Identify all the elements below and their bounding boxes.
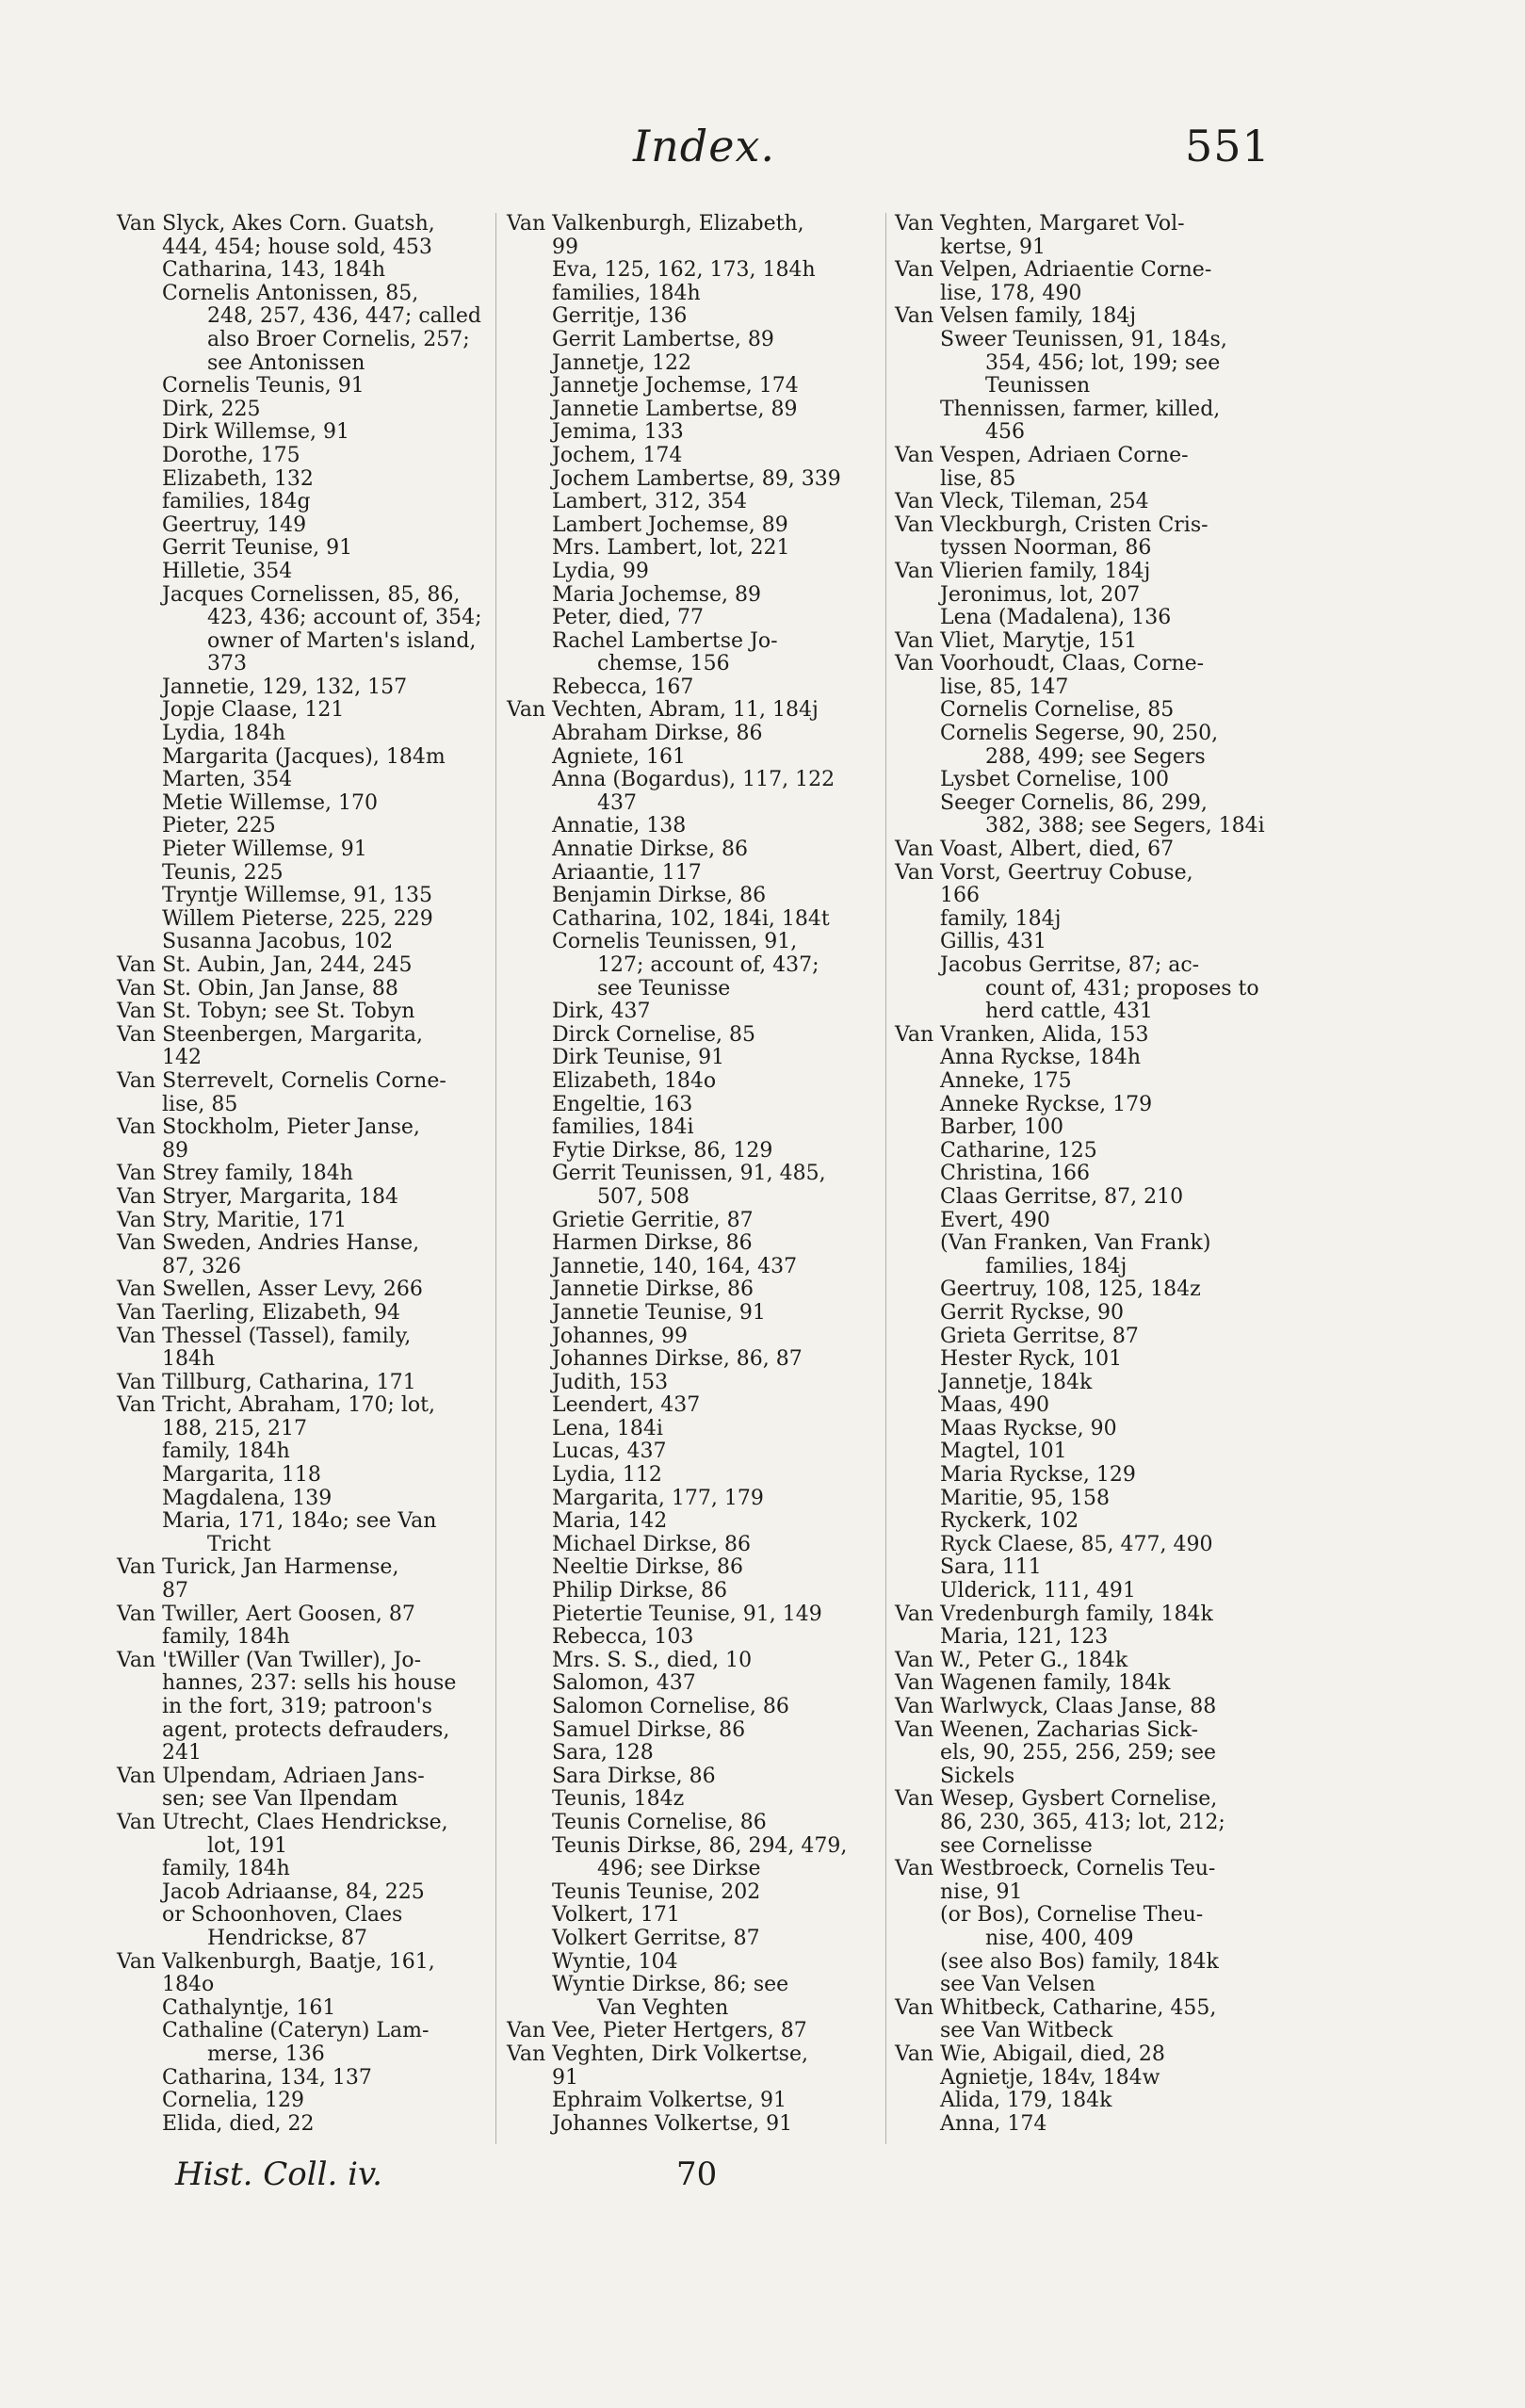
index-entry: Rebecca, 167 — [552, 675, 694, 699]
index-entry: Sweer Teunissen, 91, 184s, — [940, 327, 1227, 351]
index-entry: lise, 178, 490 — [940, 281, 1082, 305]
index-entry: Margarita, 118 — [162, 1463, 321, 1488]
index-entry: Salomon, 437 — [552, 1671, 696, 1696]
index-entry: family, 184h — [162, 1440, 290, 1464]
index-entry: Elida, died, 22 — [162, 2111, 315, 2136]
index-entry: Cornelis Segerse, 90, 250, — [940, 722, 1219, 746]
index-entry: see Van Witbeck — [940, 2019, 1113, 2043]
index-entry: see Antonissen — [207, 350, 365, 375]
index-entry: Dirk Teunise, 91 — [552, 1046, 725, 1070]
index-entry: Teunissen — [985, 374, 1091, 399]
index-entry: Cornelia, 129 — [162, 2089, 304, 2113]
index-entry: agent, protects defrauders, — [162, 1717, 450, 1742]
index-entry: Philip Dirkse, 86 — [552, 1579, 727, 1603]
index-entry: also Broer Cornelis, 257; — [207, 327, 470, 351]
index-entry: Annatie Dirkse, 86 — [552, 838, 749, 862]
index-entry: Van Vlierien family, 184j — [895, 559, 1151, 583]
index-entry: 444, 454; house sold, 453 — [162, 235, 432, 259]
index-entry: Magdalena, 139 — [162, 1486, 333, 1510]
index-entry: merse, 136 — [207, 2042, 325, 2066]
index-entry: (see also Bos) family, 184k — [940, 1949, 1219, 1974]
index-entry: Dirk, 225 — [162, 397, 261, 421]
index-entry: Van Vranken, Alida, 153 — [895, 1022, 1149, 1047]
index-entry: 91 — [552, 2065, 578, 2090]
index-entry: Teunis Cornelise, 86 — [552, 1810, 767, 1834]
index-entry: Van Thessel (Tassel), family, — [117, 1324, 412, 1348]
index-entry: Van Strey family, 184h — [117, 1162, 353, 1186]
index-entry: families, 184j — [985, 1254, 1128, 1278]
index-entry: family, 184h — [162, 1625, 290, 1650]
index-entry: Thennissen, farmer, killed, — [940, 397, 1221, 421]
index-entry: Gillis, 431 — [940, 930, 1046, 954]
index-entry: Maria Ryckse, 129 — [940, 1463, 1136, 1488]
index-entry: hannes, 237: sells his house — [162, 1671, 457, 1696]
index-entry: 87, 326 — [162, 1254, 241, 1278]
index-entry: Hilletie, 354 — [162, 559, 293, 583]
index-entry: Geertruy, 108, 125, 184z — [940, 1277, 1201, 1302]
index-entry: Catharina, 102, 184i, 184t — [552, 906, 830, 931]
index-entry: Metie Willemse, 170 — [162, 790, 378, 815]
index-entry: Rachel Lambertse Jo- — [552, 628, 778, 653]
index-entry: Van St. Tobyn; see St. Tobyn — [117, 1000, 415, 1024]
index-entry: families, 184h — [552, 281, 701, 305]
index-entry: Volkert, 171 — [552, 1903, 680, 1928]
index-entry: Maas Ryckse, 90 — [940, 1416, 1117, 1440]
index-entry: Van St. Aubin, Jan, 244, 245 — [117, 953, 413, 977]
index-entry: Van Wie, Abigail, died, 28 — [895, 2042, 1165, 2066]
index-entry: Van Sterrevelt, Cornelis Corne- — [117, 1068, 446, 1093]
index-entry: Van Steenbergen, Margarita, — [117, 1022, 424, 1047]
index-entry: Samuel Dirkse, 86 — [552, 1717, 746, 1742]
index-entry: Pieter, 225 — [162, 814, 276, 838]
index-entry: chemse, 156 — [597, 652, 730, 676]
index-entry: owner of Marten's island, — [207, 628, 477, 653]
index-entry: 241 — [162, 1741, 202, 1765]
index-entry: nise, 400, 409 — [985, 1926, 1134, 1950]
index-entry: Jochem Lambertse, 89, 339 — [552, 466, 841, 491]
index-entry: 382, 388; see Segers, 184i — [985, 814, 1265, 838]
index-entry: Van Stockholm, Pieter Janse, — [117, 1115, 420, 1140]
index-entry: Mrs. S. S., died, 10 — [552, 1648, 753, 1672]
index-entry: family, 184j — [940, 906, 1062, 931]
index-entry: Jacques Cornelissen, 85, 86, — [162, 582, 461, 607]
index-entry: Seeger Cornelis, 86, 299, — [940, 790, 1208, 815]
index-entry: Catharine, 125 — [940, 1138, 1097, 1163]
index-entry: 248, 257, 436, 447; called — [207, 304, 481, 329]
index-column-2 — [507, 213, 876, 2136]
page-title: Index. — [633, 121, 776, 171]
index-entry: Van Vleckburgh, Cristen Cris- — [895, 513, 1209, 537]
index-entry: Marten, 354 — [162, 768, 293, 792]
index-entry: Wyntie, 104 — [552, 1949, 678, 1974]
index-entry: Gerritje, 136 — [552, 304, 688, 329]
index-entry: Hester Ryck, 101 — [940, 1347, 1123, 1372]
index-entry: families, 184g — [162, 490, 311, 514]
index-entry: 86, 230, 365, 413; lot, 212; — [940, 1810, 1225, 1834]
index-entry: Van Veghten — [597, 1995, 729, 2020]
index-entry: Gerrit Lambertse, 89 — [552, 327, 774, 351]
index-entry: families, 184i — [552, 1115, 694, 1140]
index-entry: Van Vleck, Tileman, 254 — [895, 490, 1149, 514]
index-entry: or Schoonhoven, Claes — [162, 1903, 403, 1928]
index-entry: 373 — [207, 652, 247, 676]
index-entry: Geertruy, 149 — [162, 513, 307, 537]
index-entry: 437 — [597, 790, 637, 815]
index-entry: Teunis, 225 — [162, 860, 284, 885]
index-entry: Teunis Teunise, 202 — [552, 1879, 761, 1904]
index-entry: Cornelis Teunissen, 91, — [552, 930, 798, 954]
index-entry: Van Swellen, Asser Levy, 266 — [117, 1277, 423, 1302]
index-entry: Lena (Madalena), 136 — [940, 606, 1172, 630]
index-entry: Van Vliet, Marytje, 151 — [895, 628, 1138, 653]
index-entry: Sara Dirkse, 86 — [552, 1764, 716, 1788]
index-entry: 166 — [940, 884, 980, 908]
index-entry: Wyntie Dirkse, 86; see — [552, 1973, 789, 1997]
index-entry: Jannetje, 122 — [552, 350, 691, 375]
index-entry: Van Vespen, Adriaen Corne- — [895, 443, 1189, 467]
index-entry: Jochem, 174 — [552, 443, 683, 467]
index-entry: Cornelis Antonissen, 85, — [162, 281, 419, 305]
index-entry: Leendert, 437 — [552, 1393, 701, 1418]
index-entry: Teunis, 184z — [552, 1787, 685, 1812]
index-entry: Jemima, 133 — [552, 420, 684, 445]
index-entry: Van Tillburg, Catharina, 171 — [117, 1370, 416, 1394]
index-entry: Dirk, 437 — [552, 1000, 651, 1024]
index-entry: Van Velpen, Adriaentie Corne- — [895, 258, 1212, 283]
index-entry: 288, 499; see Segers — [985, 744, 1206, 769]
index-entry: Lysbet Cornelise, 100 — [940, 768, 1170, 792]
index-entry: Van Veghten, Dirk Volkertse, — [507, 2042, 808, 2066]
index-entry: 127; account of, 437; — [597, 953, 819, 977]
index-entry: Van Weenen, Zacharias Sick- — [895, 1717, 1199, 1742]
index-entry: Van W., Peter G., 184k — [895, 1648, 1128, 1672]
index-entry: Margarita, 177, 179 — [552, 1486, 764, 1510]
index-entry: Johannes Volkertse, 91 — [552, 2111, 793, 2136]
index-entry: Tricht — [207, 1532, 271, 1556]
index-entry: Rebecca, 103 — [552, 1625, 694, 1650]
index-entry: Ryck Claese, 85, 477, 490 — [940, 1532, 1213, 1556]
index-entry: Van Vredenburgh family, 184k — [895, 1602, 1213, 1626]
index-entry: Peter, died, 77 — [552, 606, 704, 630]
index-entry: Van Vechten, Abram, 11, 184j — [507, 698, 819, 723]
index-entry: els, 90, 255, 256, 259; see — [940, 1741, 1216, 1765]
index-entry: Jannetie Dirkse, 86 — [552, 1277, 754, 1302]
page-number: 551 — [1185, 121, 1271, 171]
index-entry: Van 'tWiller (Van Twiller), Jo- — [117, 1648, 422, 1672]
index-entry: Johannes Dirkse, 86, 87 — [552, 1347, 803, 1372]
index-entry: Grieta Gerritse, 87 — [940, 1324, 1139, 1348]
index-entry: Sickels — [940, 1764, 1015, 1788]
footer-sheet-number: 70 — [676, 2156, 718, 2193]
index-entry: 89 — [162, 1138, 188, 1163]
index-entry: Van Voast, Albert, died, 67 — [895, 838, 1175, 862]
index-entry: Gerrit Teunissen, 91, 485, — [552, 1162, 826, 1186]
index-entry: Van Twiller, Aert Goosen, 87 — [117, 1602, 415, 1626]
index-entry: Michael Dirkse, 86 — [552, 1532, 752, 1556]
index-entry: Maria, 171, 184o; see Van — [162, 1509, 437, 1534]
index-entry: Dirck Cornelise, 85 — [552, 1022, 755, 1047]
index-entry: herd cattle, 431 — [985, 1000, 1153, 1024]
index-entry: Van Veghten, Margaret Vol- — [895, 212, 1185, 236]
index-entry: Elizabeth, 184o — [552, 1068, 717, 1093]
index-entry: Anneke Ryckse, 179 — [940, 1092, 1153, 1116]
index-entry: Lydia, 112 — [552, 1463, 662, 1488]
index-entry: Maria Jochemse, 89 — [552, 582, 762, 607]
index-entry: Jopje Claase, 121 — [162, 698, 345, 723]
index-entry: Christina, 166 — [940, 1162, 1090, 1186]
index-entry: Van St. Obin, Jan Janse, 88 — [117, 976, 398, 1001]
index-entry: Van Stryer, Margarita, 184 — [117, 1184, 398, 1209]
index-column-1 — [117, 213, 486, 2136]
index-entry: Susanna Jacobus, 102 — [162, 930, 394, 954]
index-entry: Jacobus Gerritse, 87; ac- — [940, 953, 1200, 977]
index-entry: 456 — [985, 420, 1025, 445]
index-entry: Claas Gerritse, 87, 210 — [940, 1184, 1184, 1209]
index-entry: Magtel, 101 — [940, 1440, 1067, 1464]
index-entry: Van Westbroeck, Cornelis Teu- — [895, 1857, 1216, 1881]
footer-signature: Hist. Coll. iv. — [175, 2156, 382, 2193]
index-entry: Anneke, 175 — [940, 1068, 1072, 1093]
index-entry: Harmen Dirkse, 86 — [552, 1231, 753, 1256]
index-entry: Lydia, 184h — [162, 722, 286, 746]
index-entry: Cornelis Teunis, 91 — [162, 374, 365, 399]
index-entry: Dorothe, 175 — [162, 443, 300, 467]
index-entry: Neeltie Dirkse, 86 — [552, 1555, 744, 1580]
index-entry: tyssen Noorman, 86 — [940, 536, 1152, 561]
index-entry: Evert, 490 — [940, 1208, 1050, 1232]
index-entry: Van Tricht, Abraham, 170; lot, — [117, 1393, 435, 1418]
index-entry: Van Velsen family, 184j — [895, 304, 1137, 329]
index-entry: 354, 456; lot, 199; see — [985, 350, 1221, 375]
index-entry: Fytie Dirkse, 86, 129 — [552, 1138, 773, 1163]
index-entry: Jannetie Lambertse, 89 — [552, 397, 798, 421]
index-entry: Van Ulpendam, Adriaen Jans- — [117, 1764, 425, 1788]
index-entry: Ariaantie, 117 — [552, 860, 702, 885]
index-entry: Benjamin Dirkse, 86 — [552, 884, 767, 908]
index-entry: Ulderick, 111, 491 — [940, 1579, 1136, 1603]
index-entry: Van Slyck, Akes Corn. Guatsh, — [117, 212, 435, 236]
index-entry: 188, 215, 217 — [162, 1416, 307, 1440]
index-entry: family, 184h — [162, 1857, 290, 1881]
index-entry: Jannetje Jochemse, 174 — [552, 374, 799, 399]
index-entry: Van Voorhoudt, Claas, Corne- — [895, 652, 1205, 676]
index-entry: Van Turick, Jan Harmense, — [117, 1555, 399, 1580]
index-entry: Ephraim Volkertse, 91 — [552, 2089, 787, 2113]
index-entry: Van Wagenen family, 184k — [895, 1671, 1171, 1696]
index-entry: see Teunisse — [597, 976, 731, 1001]
index-entry: see Cornelisse — [940, 1833, 1093, 1858]
index-entry: (or Bos), Cornelise Theu- — [940, 1903, 1204, 1928]
index-entry: lise, 85 — [162, 1092, 238, 1116]
index-entry: 99 — [552, 235, 578, 259]
index-entry: Johannes, 99 — [552, 1324, 688, 1348]
index-entry: Van Valkenburgh, Elizabeth, — [507, 212, 804, 236]
index-entry: Gerrit Ryckse, 90 — [940, 1300, 1125, 1325]
index-entry: Cathalyntje, 161 — [162, 1995, 336, 2020]
index-entry: Agniete, 161 — [552, 744, 687, 769]
index-entry: Van Whitbeck, Catharine, 455, — [895, 1995, 1217, 2020]
index-entry: lot, 191 — [207, 1833, 288, 1858]
index-entry: Dirk Willemse, 91 — [162, 420, 350, 445]
index-entry: Annatie, 138 — [552, 814, 687, 838]
index-entry: Van Stry, Maritie, 171 — [117, 1208, 348, 1232]
index-entry: Mrs. Lambert, lot, 221 — [552, 536, 790, 561]
index-entry: Elizabeth, 132 — [162, 466, 314, 491]
index-entry: Anna (Bogardus), 117, 122 — [552, 768, 836, 792]
index-column-3 — [895, 213, 1264, 2136]
index-entry: Jannetie, 129, 132, 157 — [162, 675, 408, 699]
index-entry: Catharina, 143, 184h — [162, 258, 386, 283]
index-entry: Van Sweden, Andries Hanse, — [117, 1231, 420, 1256]
index-entry: (Van Franken, Van Frank) — [940, 1231, 1211, 1256]
index-entry: Pietertie Teunise, 91, 149 — [552, 1602, 822, 1626]
index-entry: Hendrickse, 87 — [207, 1926, 367, 1950]
index-entry: count of, 431; proposes to — [985, 976, 1259, 1001]
index-entry: 87 — [162, 1579, 188, 1603]
index-entry: Judith, 153 — [552, 1370, 669, 1394]
index-entry: Grietie Gerritie, 87 — [552, 1208, 754, 1232]
index-entry: 507, 508 — [597, 1184, 689, 1209]
index-entry: Maria, 142 — [552, 1509, 668, 1534]
index-entry: Barber, 100 — [940, 1115, 1063, 1140]
index-entry: Jannetie Teunise, 91 — [552, 1300, 766, 1325]
index-entry: Tryntje Willemse, 91, 135 — [162, 884, 432, 908]
index-entry: Van Utrecht, Claes Hendrickse, — [117, 1810, 448, 1834]
index-entry: Margarita (Jacques), 184m — [162, 744, 446, 769]
index-entry: Catharina, 134, 137 — [162, 2065, 372, 2090]
index-entry: Volkert Gerritse, 87 — [552, 1926, 760, 1950]
index-entry: Van Valkenburgh, Baatje, 161, — [117, 1949, 435, 1974]
index-entry: Jannetie, 140, 164, 437 — [552, 1254, 798, 1278]
index-entry: Cathaline (Cateryn) Lam- — [162, 2019, 430, 2043]
index-entry: 496; see Dirkse — [597, 1857, 761, 1881]
index-entry: kertse, 91 — [940, 235, 1046, 259]
index-entry: Van Wesep, Gysbert Cornelise, — [895, 1787, 1218, 1812]
index-entry: Maritie, 95, 158 — [940, 1486, 1111, 1510]
index-entry: Teunis Dirkse, 86, 294, 479, — [552, 1833, 848, 1858]
index-entry: Lucas, 437 — [552, 1440, 667, 1464]
index-entry: Van Vorst, Geertruy Cobuse, — [895, 860, 1193, 885]
index-entry: Maas, 490 — [940, 1393, 1050, 1418]
index-entry: Willem Pieterse, 225, 229 — [162, 906, 433, 931]
index-entry: see Van Velsen — [940, 1973, 1095, 1997]
index-entry: Anna Ryckse, 184h — [940, 1046, 1142, 1070]
index-entry: Jacob Adriaanse, 84, 225 — [162, 1879, 425, 1904]
index-entry: lise, 85, 147 — [940, 675, 1069, 699]
index-entry: Sara, 111 — [940, 1555, 1042, 1580]
index-entry: Lambert, 312, 354 — [552, 490, 748, 514]
index-entry: Lydia, 99 — [552, 559, 649, 583]
index-entry: Engeltie, 163 — [552, 1092, 693, 1116]
index-entry: Pieter Willemse, 91 — [162, 838, 367, 862]
index-entry: Anna, 174 — [940, 2111, 1047, 2136]
index-entry: 184h — [162, 1347, 216, 1372]
index-entry: in the fort, 319; patroon's — [162, 1695, 432, 1718]
index-entry: Eva, 125, 162, 173, 184h — [552, 258, 816, 283]
index-entry: Gerrit Teunise, 91 — [162, 536, 353, 561]
index-entry: 423, 436; account of, 354; — [207, 606, 482, 630]
index-entry: Van Warlwyck, Claas Janse, 88 — [895, 1695, 1217, 1718]
index-entry: Ryckerk, 102 — [940, 1509, 1079, 1534]
index-entry: Abraham Dirkse, 86 — [552, 722, 763, 746]
index-entry: Van Taerling, Elizabeth, 94 — [117, 1300, 401, 1325]
index-entry: Cornelis Cornelise, 85 — [940, 698, 1175, 723]
index-entry: nise, 91 — [940, 1879, 1023, 1904]
index-entry: 184o — [162, 1973, 215, 1997]
index-entry: sen; see Van Ilpendam — [162, 1787, 398, 1812]
index-entry: lise, 85 — [940, 466, 1016, 491]
index-entry: Maria, 121, 123 — [940, 1625, 1109, 1650]
index-entry: Agnietje, 184v, 184w — [940, 2065, 1160, 2090]
index-entry: 142 — [162, 1046, 202, 1070]
index-entry: Jannetje, 184k — [940, 1370, 1093, 1394]
index-entry: Salomon Cornelise, 86 — [552, 1695, 789, 1718]
index-entry: Lena, 184i — [552, 1416, 663, 1440]
index-entry: Sara, 128 — [552, 1741, 654, 1765]
index-entry: Jeronimus, lot, 207 — [940, 582, 1141, 607]
index-entry: Alida, 179, 184k — [940, 2089, 1112, 2113]
index-entry: Lambert Jochemse, 89 — [552, 513, 788, 537]
index-entry: Van Vee, Pieter Hertgers, 87 — [507, 2019, 807, 2043]
